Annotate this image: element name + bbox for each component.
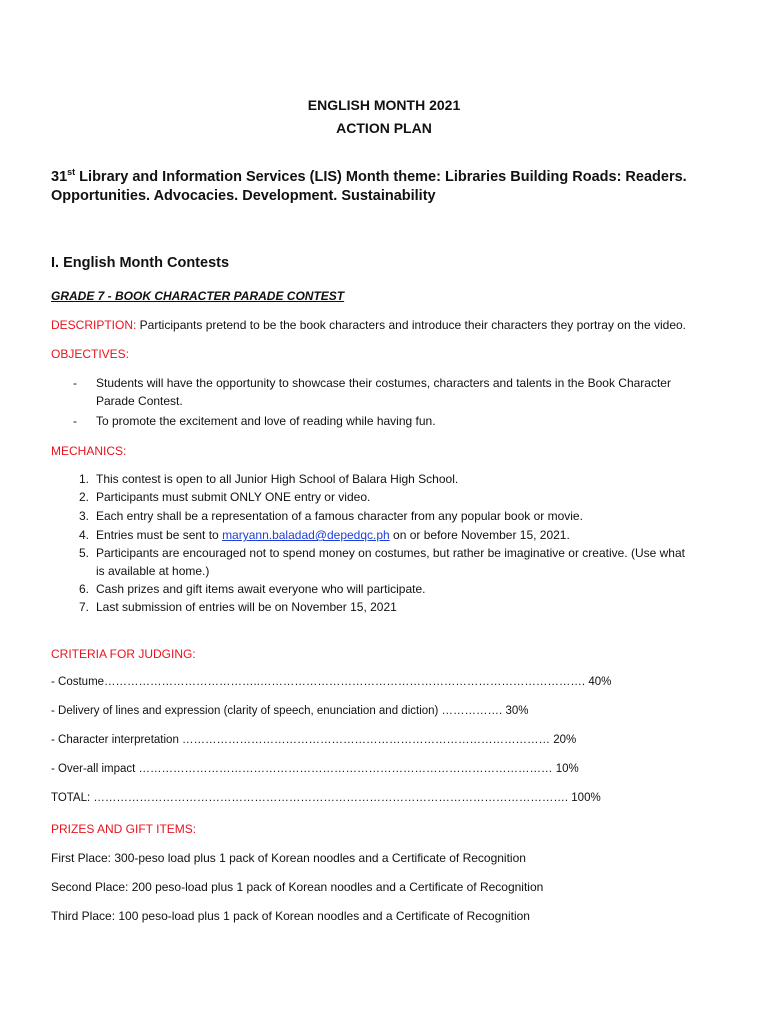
mechanics-item-2: Participants must submit ONLY ONE entry or video. (96, 490, 371, 504)
mechanics-number: 3. (78, 509, 89, 523)
objective-item-2: To promote the excitement and love of reading while having fun. (96, 414, 436, 428)
criteria-item-delivery: - Delivery of lines and expression (clarity of speech, enunciation and diction) ……………. 30% (51, 705, 529, 717)
theme-text: Library and Information Services (LIS) Month theme: Libraries Building Roads: Readers. (75, 168, 687, 185)
mechanics-item-4-after: on or before November 15, 2021. (389, 528, 570, 542)
mechanics-number: 2. (78, 490, 89, 504)
theme-line2: Opportunities. Advocacies. Development. Sustainability (51, 188, 436, 204)
mechanics-item-4 (96, 528, 570, 542)
theme-number: 31 (51, 168, 68, 185)
objectives-label: OBJECTIVES: (51, 347, 130, 361)
mechanics-item-4-before: Entries must be sent to (96, 528, 223, 542)
mechanics-item-5-line2: is available at home.) (96, 564, 210, 578)
criteria-label: CRITERIA FOR JUDGING: (51, 647, 196, 661)
description-label: DESCRIPTION: (51, 318, 137, 332)
objective-item-1-line1: Students will have the opportunity to showcase their costumes, characters and talents in the Book Character (96, 376, 671, 390)
section-heading: I. English Month Contests (51, 255, 230, 271)
objective-dash: - (73, 376, 77, 390)
mechanics-number: 5. (78, 546, 89, 560)
mechanics-item-1: This contest is open to all Junior High School of Balara High School. (96, 472, 459, 486)
mechanics-label: MECHANICS: (51, 444, 127, 458)
mechanics-item-7: Last submission of entries will be on November 15, 2021 (96, 600, 397, 614)
criteria-item-costume: - Costume…………………………………..…………………………………………………………………………. 40% (51, 676, 612, 688)
mechanics-number: 1. (78, 472, 89, 486)
criteria-item-impact: - Over-all impact ……………………………………………………………………………………………… 10% (51, 763, 579, 775)
objective-dash: - (73, 414, 77, 428)
mechanics-number: 7. (78, 600, 89, 614)
mechanics-number: 6. (78, 582, 89, 596)
prize-third-place: Third Place: 100 peso-load plus 1 pack of Korean noodles and a Certificate of Recognition (51, 909, 530, 923)
theme-superscript: st (67, 167, 76, 177)
description-paragraph (51, 318, 686, 332)
mechanics-item-6: Cash prizes and gift items await everyone who will participate. (96, 582, 426, 596)
doc-title-line2: ACTION PLAN (336, 120, 432, 136)
criteria-item-interpretation: - Character interpretation …………………………………………………………………………………… 20% (51, 734, 577, 746)
description-text: Participants pretend to be the book characters and introduce their characters they portray on the video. (136, 318, 686, 332)
criteria-total: TOTAL: ……………………………………………………………………………………………………………. 100% (51, 792, 601, 804)
mechanics-number: 4. (78, 528, 89, 542)
contest-title: GRADE 7 - BOOK CHARACTER PARADE CONTEST (51, 289, 345, 303)
prizes-label: PRIZES AND GIFT ITEMS: (51, 822, 197, 836)
prize-first-place: First Place: 300-peso load plus 1 pack of Korean noodles and a Certificate of Recognition (51, 851, 526, 865)
prize-second-place: Second Place: 200 peso-load plus 1 pack of Korean noodles and a Certificate of Recognition (51, 880, 544, 894)
doc-title-line1: ENGLISH MONTH 2021 (307, 97, 461, 113)
mechanics-item-5-line1: Participants are encouraged not to spend money on costumes, but rather be imaginative or creative. (Use what (96, 546, 685, 560)
objective-item-1-line2: Parade Contest. (96, 394, 183, 408)
email-link[interactable]: maryann.baladad@depedqc.ph (222, 528, 390, 542)
mechanics-item-3: Each entry shall be a representation of a famous character from any popular book or movie. (96, 509, 583, 523)
